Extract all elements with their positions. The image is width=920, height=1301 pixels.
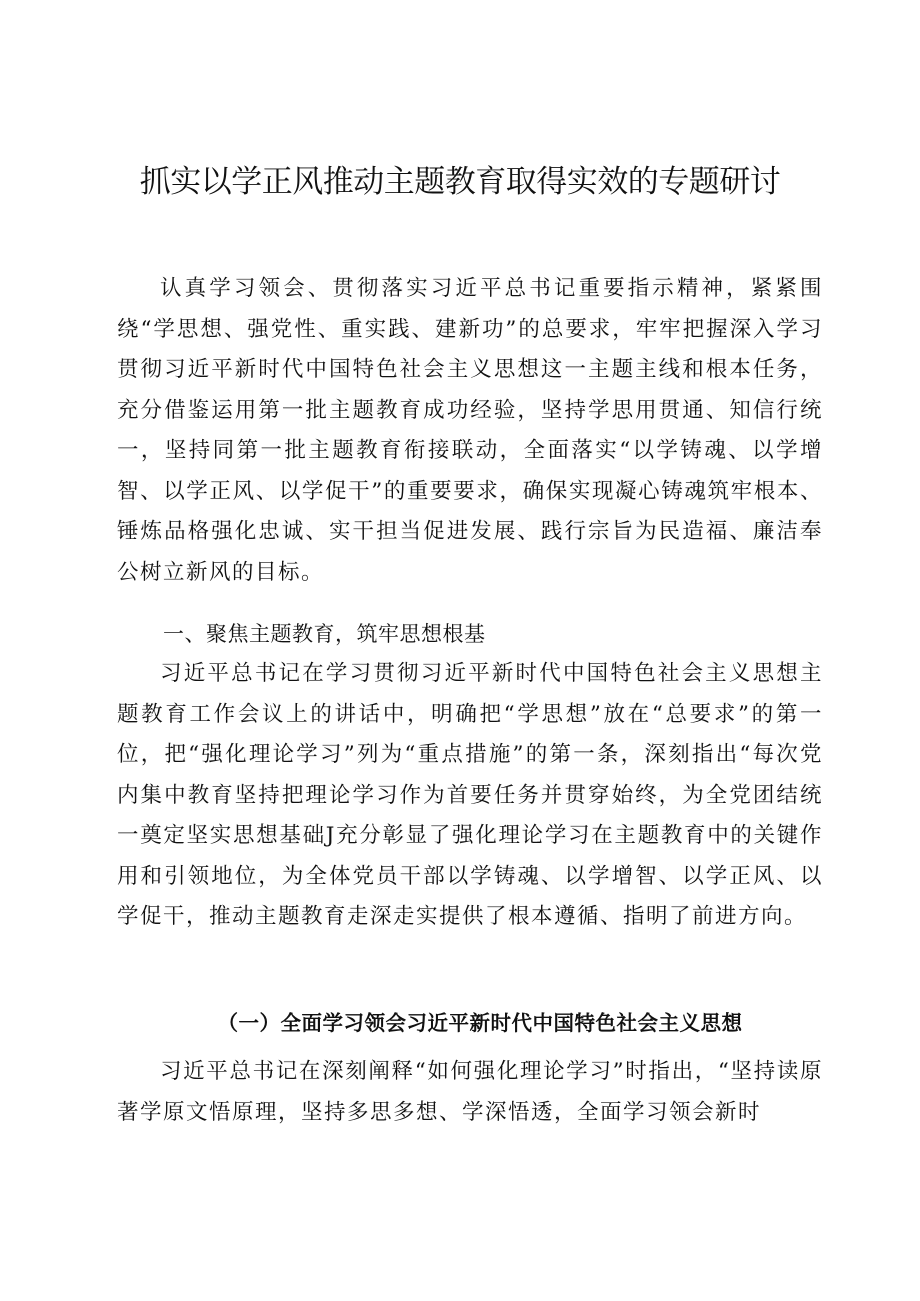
section-heading-1: 一、聚焦主题教育，筑牢思想根基 [163, 622, 486, 646]
subsection-1-paragraph: 习近平总书记在深刻阐释“如何强化理论学习”时指出，“坚持读原著学原文悟原理，坚持多思多想、学深悟透，全面学习领会新时 [117, 1059, 823, 1125]
document-title: 抓实以学正风推动主题教育取得实效的专题研讨 [139, 164, 781, 200]
section-1-paragraph: 习近平总书记在学习贯彻习近平新时代中国特色社会主义思想主题教育工作会议上的讲话中，明确把“学思想”放在“总要求”的第一位，把“强化理论学习”列为“重点措施”的第一条，深刻指出“每次党内集中教育坚持把理论学习作为首要任务并贯穿始终，为全党团结统一奠定坚实思想基础J充分彰显了强化理论学习在主题教育中的关键作用和引领地位，为全体党员干部以学铸魂、以学增智、以学正风、以学促干，推动主题教育走深走实提供了根本遵循、指明了前进方向。 [117, 661, 823, 929]
intro-paragraph: 认真学习领会、贯彻落实习近平总书记重要指示精神，紧紧围绕“学思想、强党性、重实践、建新功”的总要求，牢牢把握深入学习贯彻习近平新时代中国特色社会主义思想这一主题主线和根本任务，充分借鉴运用第一批主题教育成功经验，坚持学思用贯通、知信行统一，坚持同第一批主题教育衔接联动，全面落实“以学铸魂、以学增智、以学正风、以学促干”的重要要求，确保实现凝心铸魂筑牢根本、锤炼品格强化忠诚、实干担当促进发展、践行宗旨为民造福、廉洁奉公树立新风的目标。 [117, 276, 823, 585]
subsection-heading-1: （一）全面学习领会习近平新时代中国特色社会主义思想 [217, 1011, 743, 1035]
